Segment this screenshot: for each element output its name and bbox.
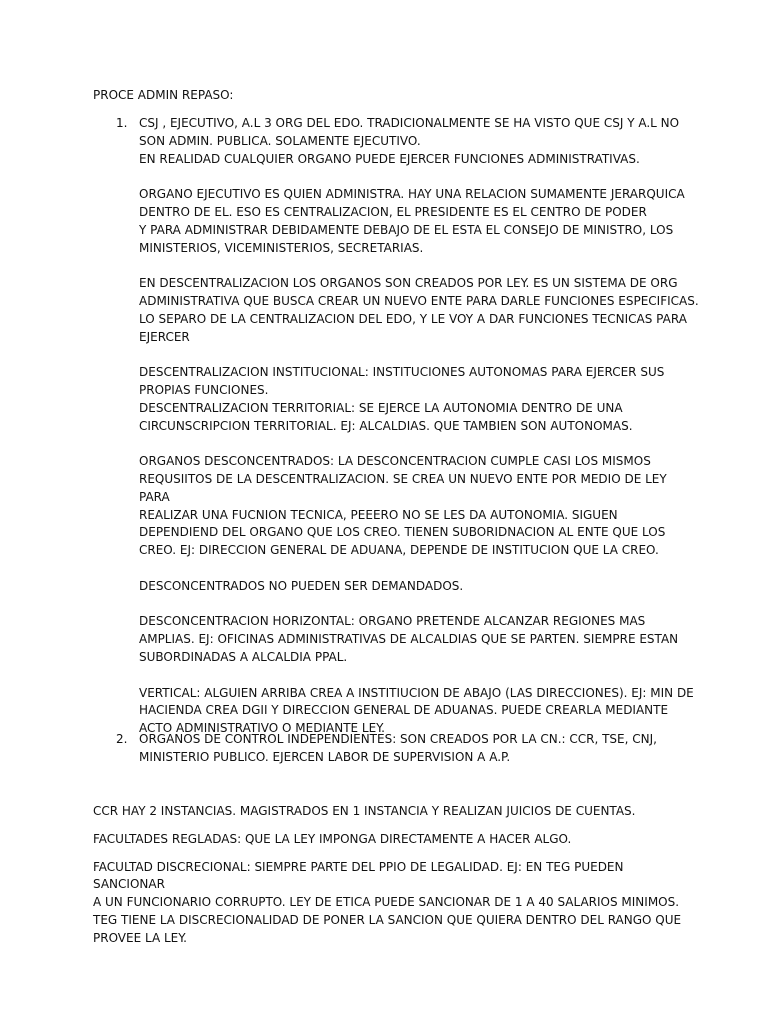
paragraph: ORGANOS DESCONCENTRADOS: LA DESCONCENTRACION CUMPLE CASI LOS MISMOS REQUSIITOS DE LA DESCENTRALIZACION. SE CREA UN NUEVO ENTE POR MEDIO DE LEY PARA REALIZAR UNA FUCNION TECNICA, PEEERO NO SE LES DA AUTONOMIA. SIGUEN DEPENDIEND DEL ORGANO QUE LOS CREO. TIENEN SUBORIDNACION AL ENTE QUE LOS CREO. EJ: DIRECCION GENERAL DE ADUANA, DEPENDE DE INSTITUCION QUE LA CREO. <box>139 454 667 558</box>
paragraph: CCR HAY 2 INSTANCIAS. MAGISTRADOS EN 1 INSTANCIA Y REALIZAN JUICIOS DE CUENTAS. <box>93 804 636 818</box>
paragraph: FACULTAD DISCRECIONAL: SIEMPRE PARTE DEL PPIO DE LEGALIDAD. EJ: EN TEG PUEDEN SANCIONAR A UN FUNCIONARIO CORRUPTO. LEY DE ETICA PUEDE SANCIONAR DE 1 A 40 SALARIOS MINIMOS. TEG TIENE LA DISCRECIONALIDAD DE PONER LA SANCION QUE QUIERA DENTRO DEL RANGO QUE PROVEE LA LEY. <box>93 859 682 945</box>
list-number: 1. <box>116 116 128 130</box>
paragraph: EN DESCENTRALIZACION LOS ORGANOS SON CREADOS POR LEY. ES UN SISTEMA DE ORG ADMINISTRATIVA QUE BUSCA CREAR UN NUEVO ENTE PARA DARLE FUNCIONES ESPECIFICAS. LO SEPARO DE LA CENTRALIZACION DEL EDO, Y LE VOY A DAR FUNCIONES TECNICAS PARA EJERCER <box>139 276 699 344</box>
paragraph: CSJ , EJECUTIVO, A.L 3 ORG DEL EDO. TRADICIONALMENTE SE HA VISTO QUE CSJ Y A.L NO SON ADMIN. PUBLICA. SOLAMENTE EJECUTIVO. EN REALIDAD CUALQUIER ORGANO PUEDE EJERCER FUNCIONES ADMINISTRATIVAS. <box>139 116 680 166</box>
paragraph: ORGANO EJECUTIVO ES QUIEN ADMINISTRA. HAY UNA RELACION SUMAMENTE JERARQUICA DENTRO DE EL. ESO ES CENTRALIZACION, EL PRESIDENTE ES EL CENTRO DE PODER Y PARA ADMINISTRAR DEBIDAMENTE DEBAJO DE EL ESTA EL CONSEJO DE MINISTRO, LOS MINISTERIOS, VICEMINISTERIOS, SECRETARIAS. <box>139 187 685 255</box>
paragraph: DESCONCENTRACION HORIZONTAL: ORGANO PRETENDE ALCANZAR REGIONES MAS AMPLIAS. EJ: OFICINAS ADMINISTRATIVAS DE ALCALDIAS QUE SE PARTEN. SIEMPRE ESTAN SUBORDINADAS A ALCALDIA PPAL. <box>139 614 679 664</box>
paragraph: DESCONCENTRADOS NO PUEDEN SER DEMANDADOS. <box>139 578 464 593</box>
paragraph: VERTICAL: ALGUIEN ARRIBA CREA A INSTITIUCION DE ABAJO (LAS DIRECCIONES). EJ: MIN DE HACIENDA CREA DGII Y DIRECCION GENERAL DE ADUANAS. PUEDE CREARLA MEDIANTE ACTO ADMINISTRATIVO O MEDIANTE LEY. <box>139 685 694 736</box>
document-heading: PROCE ADMIN REPASO: <box>93 88 234 102</box>
list-number: 2. <box>116 732 128 746</box>
list-item-body <box>139 115 699 738</box>
paragraph: DESCENTRALIZACION INSTITUCIONAL: INSTITUCIONES AUTONOMAS PARA EJERCER SUS PROPIAS FUNCIONES. DESCENTRALIZACION TERRITORIAL: SE EJERCE LA AUTONOMIA DENTRO DE UNA CIRCUNSCRIPCION TERRITORIAL. EJ: ALCALDIAS. QUE TAMBIEN SON AUTONOMAS. <box>139 365 665 433</box>
paragraph: ORGANOS DE CONTROL INDEPENDIENTES: SON CREADOS POR LA CN.: CCR, TSE, CNJ, MINISTERIO PUBLICO. EJERCEN LABOR DE SUPERVISION A A.P. <box>139 732 657 764</box>
paragraph: FACULTADES REGLADAS: QUE LA LEY IMPONGA DIRECTAMENTE A HACER ALGO. <box>93 831 572 846</box>
closing-notes <box>93 803 693 958</box>
list-item-body <box>139 731 699 767</box>
